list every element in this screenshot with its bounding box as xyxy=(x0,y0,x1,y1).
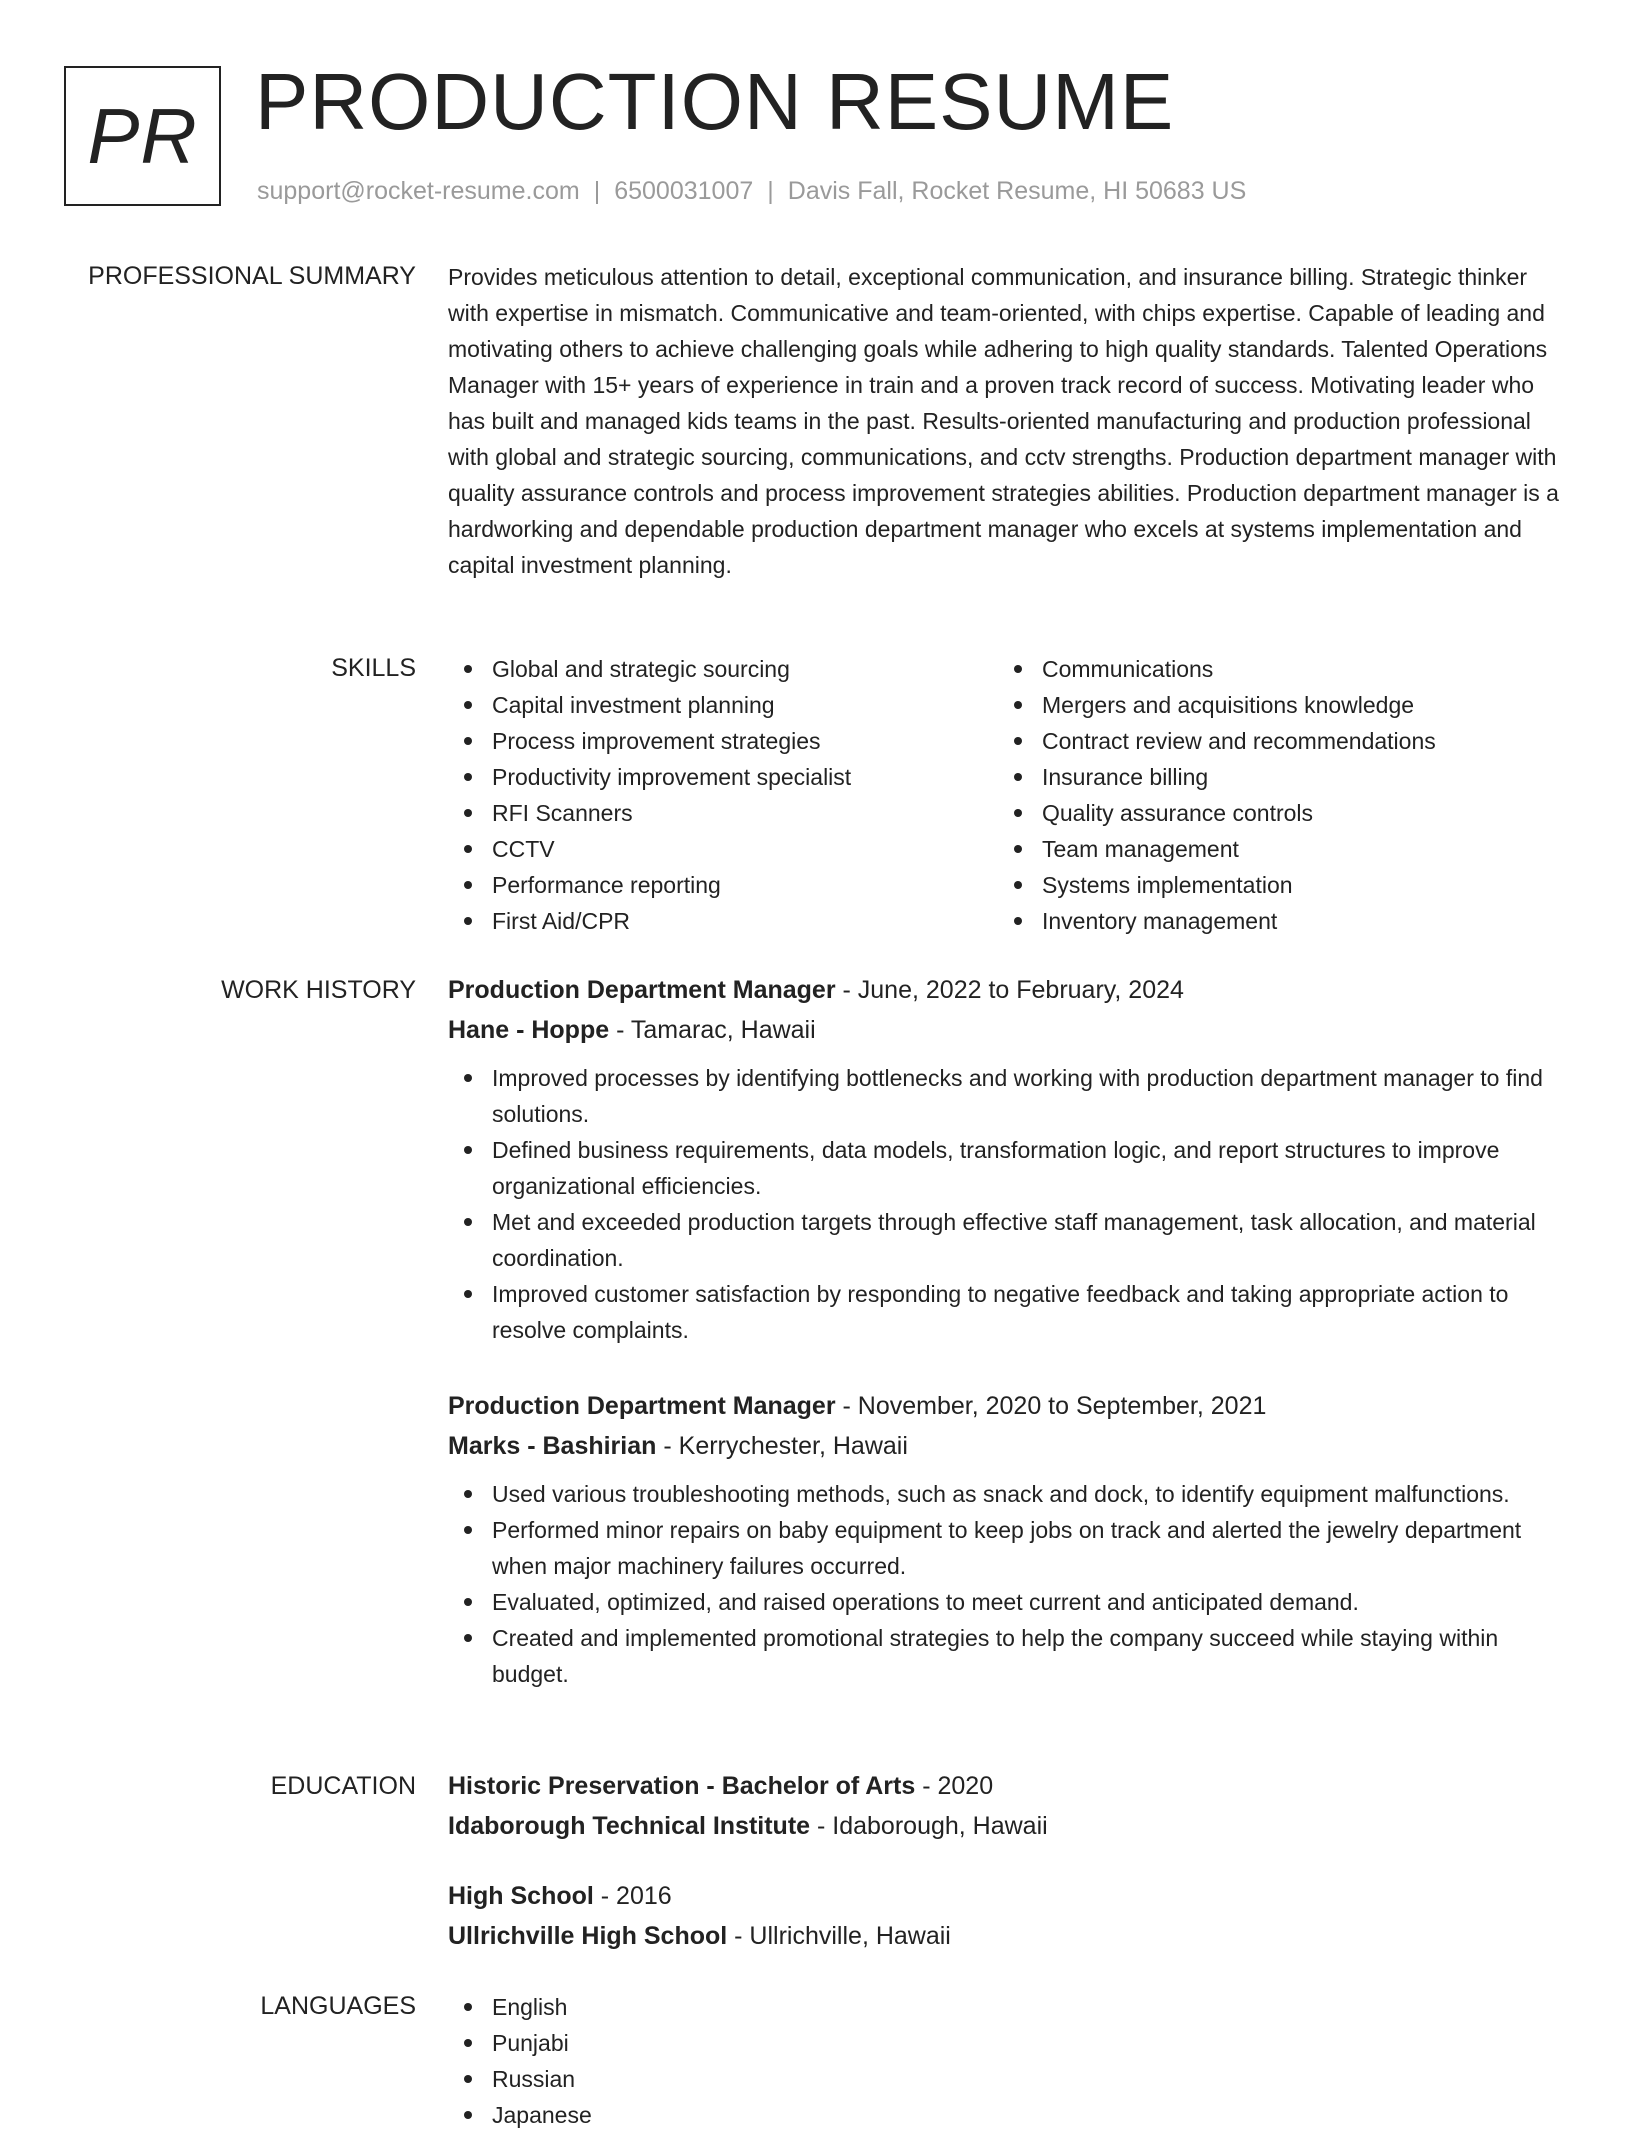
job-company-line xyxy=(448,1426,1568,1466)
languages-section xyxy=(448,1989,1568,2133)
skill-item: Quality assurance controls xyxy=(998,795,1548,831)
summary-heading: PROFESSIONAL SUMMARY xyxy=(88,262,416,290)
work-history-heading: WORK HISTORY xyxy=(221,976,416,1004)
resume-title: PRODUCTION RESUME xyxy=(255,57,1175,146)
language-item: English xyxy=(448,1989,1568,2025)
skill-item: Team management xyxy=(998,831,1548,867)
job-location: - Kerrychester, Hawaii xyxy=(656,1432,908,1460)
education-degree: High School xyxy=(448,1882,594,1910)
languages-heading: LANGUAGES xyxy=(260,1992,416,2020)
skill-item: Inventory management xyxy=(998,903,1548,939)
monogram-logo: PR xyxy=(64,66,221,206)
education-degree-line xyxy=(448,1766,1568,1806)
education-degree-line xyxy=(448,1876,1568,1916)
education-location: - Ullrichville, Hawaii xyxy=(727,1922,951,1950)
job-dates: - June, 2022 to February, 2024 xyxy=(835,976,1184,1004)
education-school: Ullrichville High School xyxy=(448,1922,728,1950)
contact-line xyxy=(257,174,1246,208)
job-duty: Evaluated, optimized, and raised operations to meet current and anticipated demand. xyxy=(448,1584,1568,1620)
skills-section xyxy=(448,651,1568,939)
job-duty: Created and implemented promotional strategies to help the company succeed while staying within budget. xyxy=(448,1620,1568,1692)
education-year: - 2020 xyxy=(915,1772,994,1800)
education-school: Idaborough Technical Institute xyxy=(448,1812,811,1840)
job-duty: Improved processes by identifying bottlenecks and working with production department manager to find solutions. xyxy=(448,1060,1568,1132)
skill-item: Insurance billing xyxy=(998,759,1548,795)
job-entry xyxy=(448,1386,1568,1692)
education-degree: Historic Preservation - Bachelor of Arts xyxy=(448,1772,916,1800)
skill-item: Mergers and acquisitions knowledge xyxy=(998,687,1548,723)
skill-item: Performance reporting xyxy=(448,867,998,903)
contact-separator: | xyxy=(593,177,601,205)
job-duties-list xyxy=(448,1476,1568,1692)
job-company: Marks - Bashirian xyxy=(448,1432,657,1460)
contact-address: Davis Fall, Rocket Resume, HI 50683 US xyxy=(787,177,1247,205)
skills-heading: SKILLS xyxy=(331,654,416,682)
job-location: - Tamarac, Hawaii xyxy=(609,1016,816,1044)
skill-item: Contract review and recommendations xyxy=(998,723,1548,759)
skill-item: Global and strategic sourcing xyxy=(448,651,998,687)
skill-item: First Aid/CPR xyxy=(448,903,998,939)
job-entry xyxy=(448,970,1568,1348)
education-school-line xyxy=(448,1916,1568,1956)
job-title-line xyxy=(448,1386,1568,1426)
skills-column-left xyxy=(448,651,998,939)
language-item: Japanese xyxy=(448,2097,1568,2133)
skill-item: Productivity improvement specialist xyxy=(448,759,998,795)
job-title: Production Department Manager xyxy=(448,1392,836,1420)
job-title: Production Department Manager xyxy=(448,976,836,1004)
skill-item: RFI Scanners xyxy=(448,795,998,831)
languages-list xyxy=(448,1989,1568,2133)
education-entry xyxy=(448,1766,1568,1846)
job-dates: - November, 2020 to September, 2021 xyxy=(835,1392,1267,1420)
skill-item: Process improvement strategies xyxy=(448,723,998,759)
education-year: - 2016 xyxy=(593,1882,672,1910)
skill-item: CCTV xyxy=(448,831,998,867)
language-item: Russian xyxy=(448,2061,1568,2097)
job-title-line xyxy=(448,970,1568,1010)
skill-item: Communications xyxy=(998,651,1548,687)
skills-column-right xyxy=(998,651,1548,939)
job-duties-list xyxy=(448,1060,1568,1348)
contact-email: support@rocket-resume.com xyxy=(257,177,580,205)
job-duty: Defined business requirements, data models, transformation logic, and report structures to improve organizational efficiencies. xyxy=(448,1132,1568,1204)
skill-item: Capital investment planning xyxy=(448,687,998,723)
job-duty: Met and exceeded production targets through effective staff management, task allocation, and material coordination. xyxy=(448,1204,1568,1276)
education-location: - Idaborough, Hawaii xyxy=(810,1812,1048,1840)
contact-separator: | xyxy=(767,177,774,205)
summary-text: Provides meticulous attention to detail, exceptional communication, and insurance billing. Strategic thinker with expertise in mismatch. Communicative and team-oriented, with chips expertise. Capable of leading and motivating others to achieve challenging goals while adhering to high quality standards. Talented Operations Manager with 15+ years of experience in train and a proven track record of success. Motivating leader who has built and managed kids teams in the past. Results-oriented manufacturing and production professional with global and strategic sourcing, communications, and cctv strengths. Production department manager with quality assurance controls and process improvement strategies abilities. Production department manager is a hardworking and dependable production department manager who excels at systems implementation and capital investment planning. xyxy=(448,264,1559,578)
job-duty: Used various troubleshooting methods, such as snack and dock, to identify equipment malfunctions. xyxy=(448,1476,1568,1512)
job-duty: Improved customer satisfaction by responding to negative feedback and taking appropriate action to resolve complaints. xyxy=(448,1276,1568,1348)
summary-section xyxy=(448,259,1568,583)
education-heading: EDUCATION xyxy=(270,1772,416,1800)
language-item: Punjabi xyxy=(448,2025,1568,2061)
skill-item: Systems implementation xyxy=(998,867,1548,903)
job-company: Hane - Hoppe xyxy=(448,1016,610,1044)
job-duty: Performed minor repairs on baby equipment to keep jobs on track and alerted the jewelry department when major machinery failures occurred. xyxy=(448,1512,1568,1584)
skills-grid xyxy=(448,651,1568,939)
contact-phone: 6500031007 xyxy=(614,177,754,205)
job-company-line xyxy=(448,1010,1568,1050)
education-entry xyxy=(448,1876,1568,1956)
education-school-line xyxy=(448,1806,1568,1846)
